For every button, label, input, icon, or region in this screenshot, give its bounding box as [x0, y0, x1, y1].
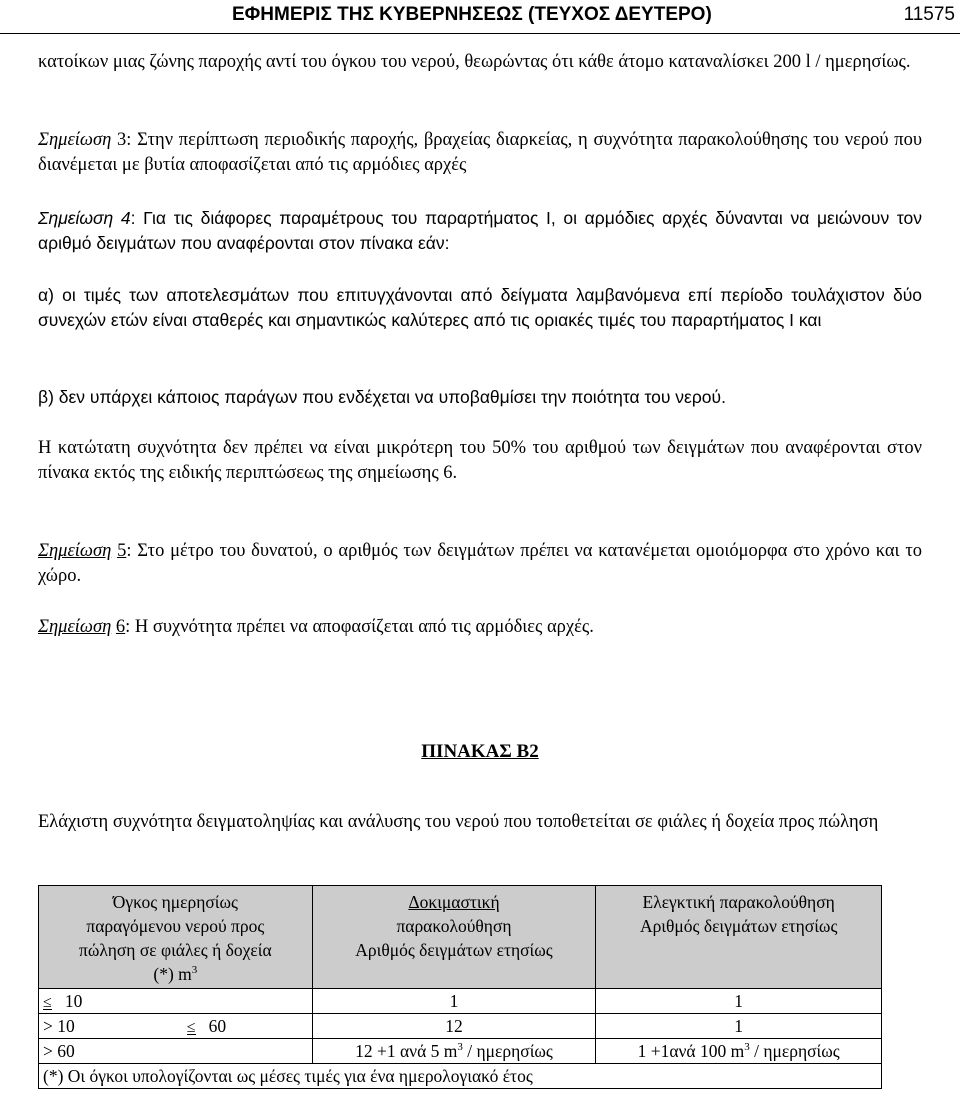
gazette-title: ΕΦΗΜΕΡΙΣ ΤΗΣ ΚΥΒΕΡΝΗΣΕΩΣ (ΤΕΥΧΟΣ ΔΕΥΤΕΡΟ) [232, 4, 712, 25]
row-1-op: ≤ [43, 994, 52, 1011]
note-4 [38, 206, 922, 256]
sampling-frequency-table [38, 885, 882, 1089]
table-header-row [39, 886, 882, 989]
row-3-volume: > 60 [39, 1039, 313, 1064]
note-5-label: Σημείωση [38, 541, 112, 561]
row-3-audit [596, 1039, 882, 1064]
note-4-label: Σημείωση 4 [38, 208, 131, 228]
note-5-text: : Στο μέτρο του δυνατού, ο αριθμός των δειγμάτων πρέπει να κατανέμεται ομοιόμορφα στο χρόνο και το χώρο. [38, 541, 923, 586]
header-volume-line-2: παραγόμενου νερού προς [86, 916, 265, 936]
note-3-number: 3: [117, 130, 132, 150]
note-4-text: : Για τις διάφορες παραμέτρους του παραρτήματος Ι, οι αρμόδιες αρχές δύνανται να μειώνουν τον αριθμό δειγμάτων που αναφέρονται στον πίνακα εάν: [38, 208, 922, 253]
header-audit-line-2: Αριθμός δειγμάτων ετησίως [639, 916, 838, 936]
row-1-audit: 1 [596, 989, 882, 1014]
condition-a: α) οι τιμές των αποτελεσμάτων που επιτυγχάνονται από δείγματα λαμβανόμενα επί περίοδο τουλάχιστον δύο συνεχών ετών είναι σταθερές και σημαντικώς καλύτερες από τις οριακές τιμές του παραρτήματος Ι και [38, 285, 922, 330]
note-3-text: Στην περίπτωση περιοδικής παροχής, βραχείας διαρκείας, η συχνότητα παρακολούθησης του νερού που διανέμεται με βυτία αποφασίζεται από τις αρμόδιες αρχές [38, 130, 923, 175]
header-test-line-1: Δοκιμαστική [408, 892, 500, 912]
note-5 [38, 539, 922, 589]
note-3 [38, 128, 922, 178]
table-footnote: (*) Οι όγκοι υπολογίζονται ως μέσες τιμές για ένα ημερολογιακό έτος [39, 1064, 882, 1089]
note-6 [38, 615, 922, 640]
minimum-frequency-paragraph: Η κατώτατη συχνότητα δεν πρέπει να είναι μικρότερη του 50% του αριθμού των δειγμάτων που αναφέρονται στον πίνακα εκτός της ειδικής περιπτώσεως της σημείωσης 6. [38, 438, 922, 483]
row-3-test-main: 12 +1 ανά 5 m [355, 1041, 458, 1061]
header-audit-monitoring [596, 886, 882, 989]
row-3-audit-main: 1 +1ανά 100 m [637, 1041, 745, 1061]
note-6-label: Σημείωση [38, 617, 112, 637]
row-2-audit: 1 [596, 1014, 882, 1039]
row-1-test: 1 [312, 989, 596, 1014]
table-footnote-row [39, 1064, 882, 1089]
header-test-monitoring [312, 886, 596, 989]
row-3-audit-sup: 3 [744, 1041, 750, 1054]
note-3-label: Σημείωση [38, 130, 112, 150]
header-volume [39, 886, 313, 989]
row-1-vol: 10 [64, 991, 83, 1011]
condition-b: β) δεν υπάρχει κάποιος παράγων που ενδέχεται να υποβαθμίσει την ποιότητα του νερού. [38, 387, 726, 407]
header-test-line-3: Αριθμός δειγμάτων ετησίως [355, 940, 553, 960]
header-volume-line-3: πώληση σε φιάλες ή δοχεία [79, 940, 272, 960]
header-volume-line-4: (*) m [153, 964, 192, 984]
row-2-volume [39, 1014, 313, 1039]
row-2-gt: > 10 [43, 1016, 75, 1036]
table-row [39, 1014, 882, 1039]
table-title: ΠΙΝΑΚΑΣ Β2 [421, 741, 539, 762]
row-3-test-sup: 3 [457, 1041, 463, 1054]
header-volume-line-1: Όγκος ημερησίως [112, 892, 238, 912]
row-3-test [312, 1039, 596, 1064]
page-header [0, 0, 960, 34]
paragraph-continuation: κατοίκων μιας ζώνης παροχής αντί του όγκου του νερού, θεωρώντας ότι κάθε άτομο καταναλίσκει 200 l / ημερησίως. [38, 52, 911, 72]
row-2-vol: 60 [208, 1016, 227, 1036]
note-6-text: : Η συχνότητα πρέπει να αποφασίζεται από τις αρμόδιες αρχές. [125, 617, 594, 637]
row-3-audit-tail: / ημερησίως [749, 1041, 840, 1061]
note-5-number: 5 [117, 541, 127, 561]
note-6-number: 6 [115, 617, 126, 637]
header-audit-line-1: Ελεγκτική παρακολούθηση [642, 892, 835, 912]
table-row [39, 989, 882, 1014]
table-caption: Ελάχιστη συχνότητα δειγματοληψίας και ανάλυσης του νερού που τοποθετείται σε φιάλες ή δοχεία προς πώληση [38, 812, 879, 832]
header-volume-sup: 3 [191, 964, 198, 977]
row-1-volume [39, 989, 313, 1014]
page-number: 11575 [903, 4, 955, 25]
row-2-test: 12 [312, 1014, 596, 1039]
header-test-line-2: παρακολούθηση [396, 916, 512, 936]
row-2-op: ≤ [186, 1019, 196, 1036]
row-3-test-tail: / ημερησίως [462, 1041, 553, 1061]
table-row [39, 1039, 882, 1064]
